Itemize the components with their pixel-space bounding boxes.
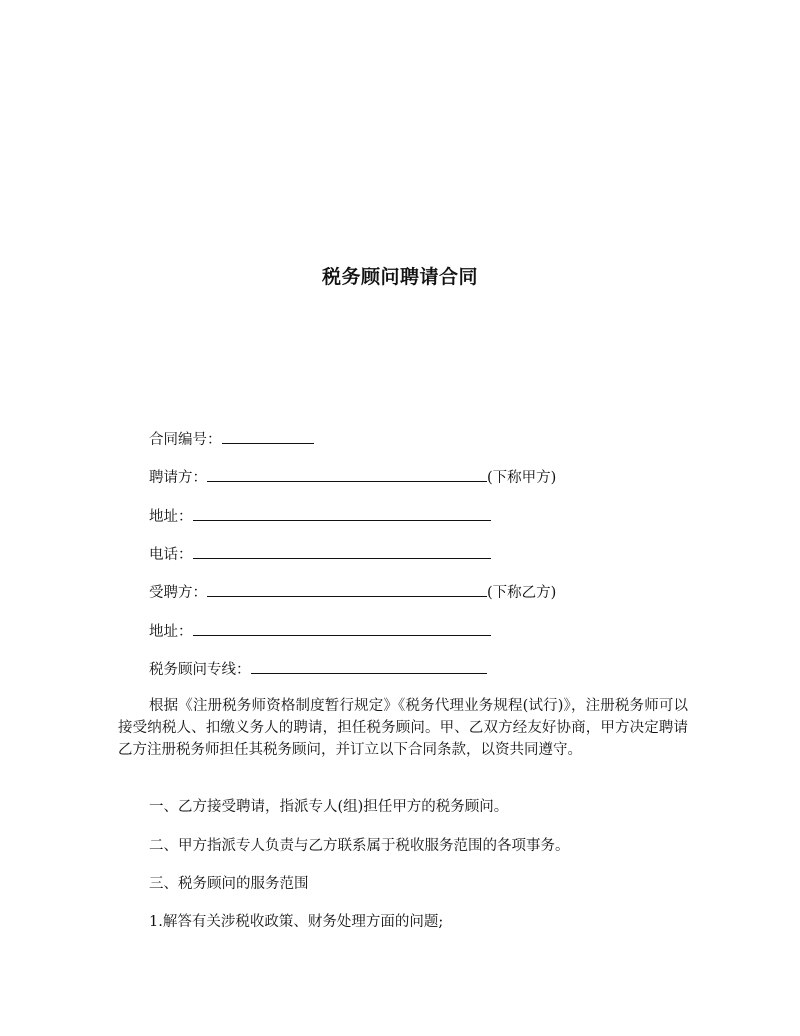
field-label: 受聘方：	[149, 585, 207, 601]
clause-3-heading: 三、税务顾问的服务范围	[149, 876, 309, 892]
blank-line	[193, 506, 491, 521]
field-suffix: (下称甲方)	[487, 470, 557, 486]
field-label: 电话：	[149, 547, 193, 563]
hotline-field	[149, 659, 487, 680]
blank-line	[193, 621, 491, 636]
document-title: 税务顾问聘请合同	[321, 266, 478, 288]
preamble-paragraph: 根据《注册税务师资格制度暂行规定》《税务代理业务规程(试行)》，注册税务师可以接受纳税人、扣缴义务人的聘请，担任税务顾问。甲、乙双方经友好协商，甲方决定聘请乙方注册税务师担任其税务顾问，并订立以下合同条款，以资共同遵守。	[118, 698, 688, 758]
field-label: 税务顾问专线：	[149, 662, 251, 678]
clause-3-item-1: 1.解答有关涉税收政策、财务处理方面的问题;	[149, 914, 444, 930]
employee-address-field	[149, 621, 491, 642]
blank-line	[207, 467, 487, 482]
blank-line	[222, 429, 314, 444]
contract-number-field	[149, 429, 314, 450]
field-label: 合同编号：	[149, 432, 222, 448]
clause-2: 二、甲方指派专人负责与乙方联系属于税收服务范围的各项事务。	[149, 838, 570, 854]
employee-field	[149, 582, 556, 603]
blank-line	[193, 544, 491, 559]
field-label: 聘请方：	[149, 470, 207, 486]
blank-line	[207, 582, 487, 597]
phone-field	[149, 544, 491, 565]
employer-field	[149, 467, 556, 488]
blank-line	[251, 659, 487, 674]
field-suffix: (下称乙方)	[487, 585, 557, 601]
field-label: 地址：	[149, 624, 193, 640]
field-label: 地址：	[149, 509, 193, 525]
clause-1: 一、乙方接受聘请，指派专人(组)担任甲方的税务顾问。	[149, 799, 509, 815]
employer-address-field	[149, 506, 491, 527]
